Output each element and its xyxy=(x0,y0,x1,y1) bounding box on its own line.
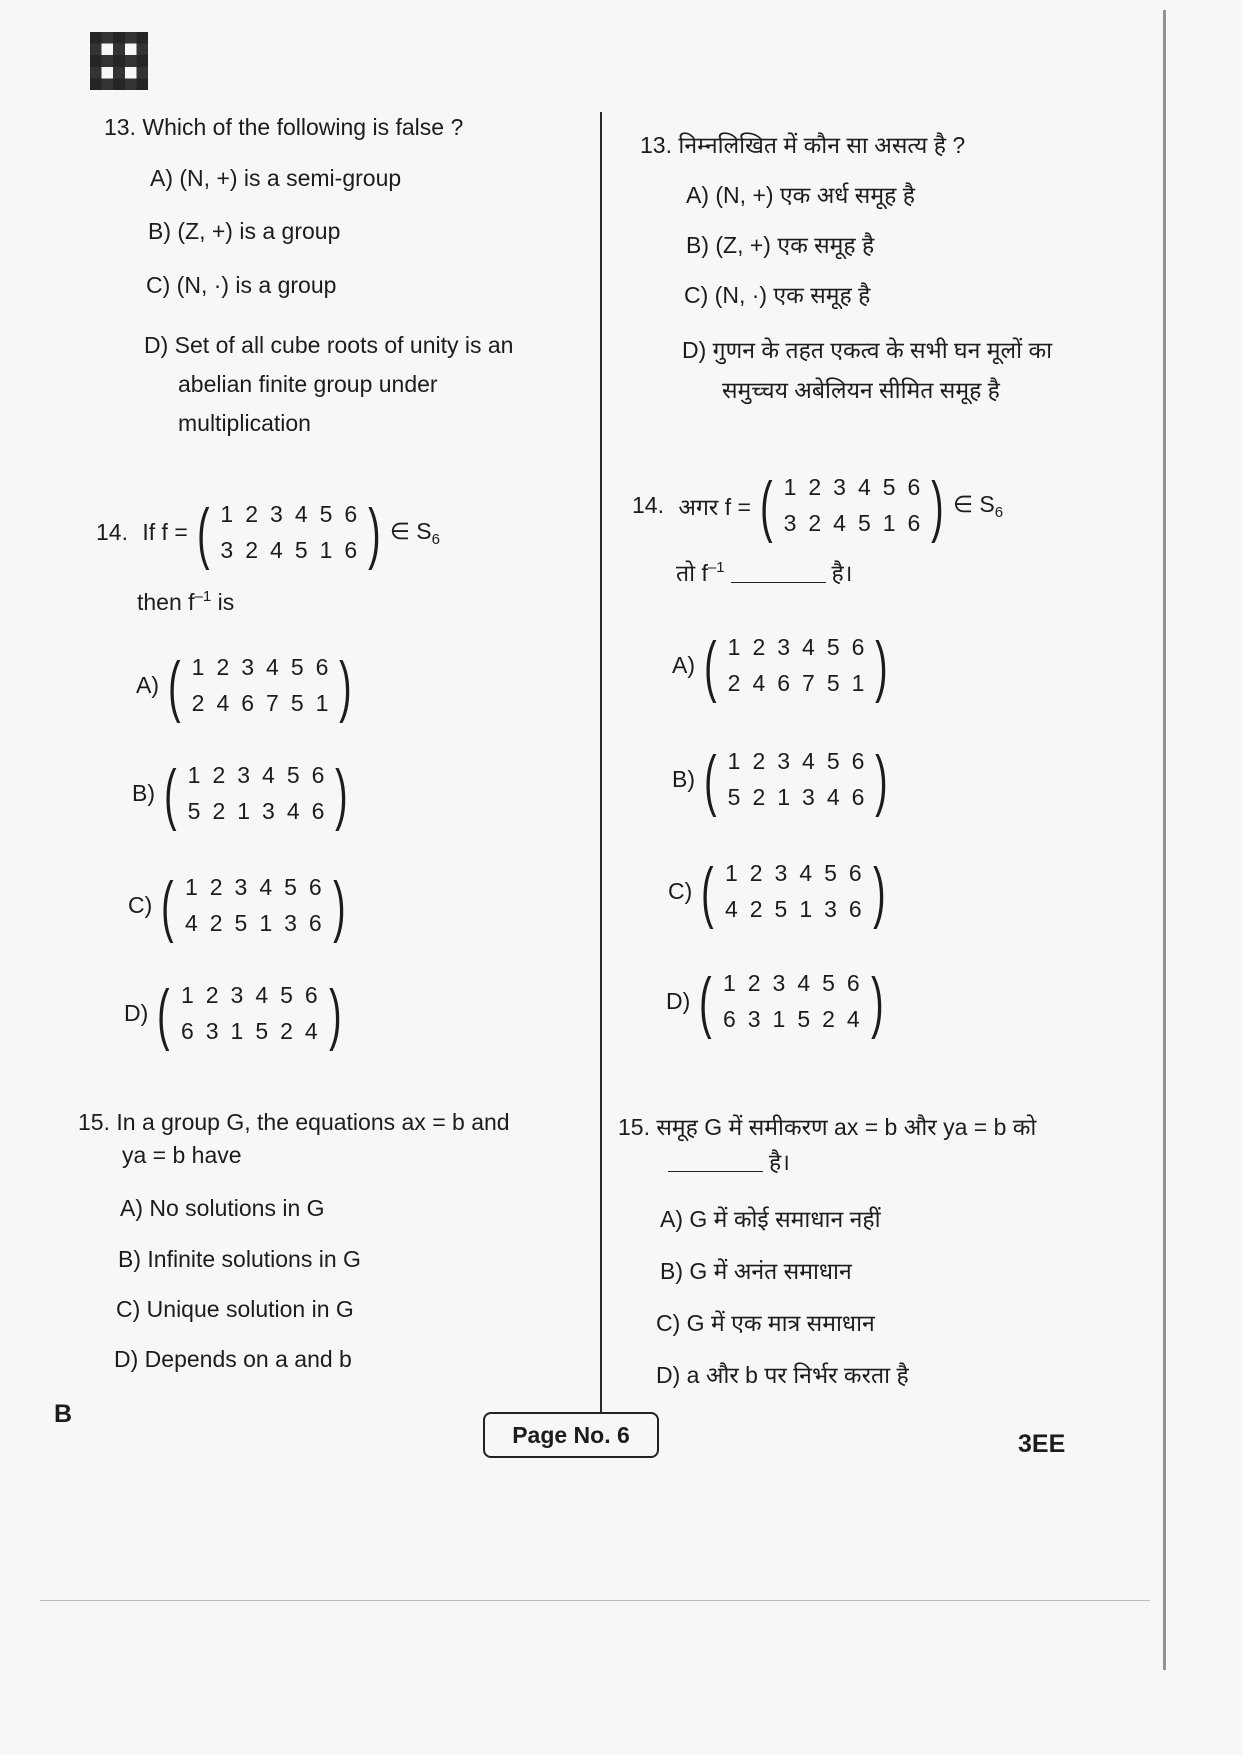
matrix-cell: 1 xyxy=(220,501,234,527)
paper-code: 3EE xyxy=(1018,1430,1066,1458)
matrix-cell: 3 xyxy=(270,501,283,527)
q14-hi-option-a: A) ( 1 2 3 4 5 6 2 4 6 7 5 1 ) xyxy=(672,627,888,704)
q15-question: 15. In a group G, the equations ax = b and ya = b have xyxy=(78,1109,510,1169)
matrix-cell: 1 xyxy=(230,1017,244,1044)
q13-hi-option-d: D) गुणन के तहत एकत्व के सभी घन मूलों का समुच्चय अबेलियन सीमित समूह है xyxy=(682,337,1053,404)
matrix-cell: 1 xyxy=(319,536,333,563)
matrix-cell: 6 xyxy=(180,1017,194,1044)
matrix-cell: 7 xyxy=(802,669,815,696)
matrix-cell: 6 xyxy=(846,970,860,996)
matrix-cell: 1 xyxy=(237,797,251,824)
matrix-cell: 3 xyxy=(205,1017,219,1044)
q13-option-d: D) Set of all cube roots of unity is an abelian finite group under multiplication xyxy=(144,332,514,437)
matrix-cell: 4 xyxy=(184,909,198,936)
matrix-cell: 5 xyxy=(727,783,741,810)
matrix-cell: 3 xyxy=(237,762,251,788)
matrix-cell: 2 xyxy=(749,860,763,886)
q14-hi-option-c: C) ( 1 2 3 4 5 6 4 2 5 1 3 6 ) xyxy=(668,853,886,930)
matrix-cell: 5 xyxy=(822,970,835,996)
q14-matrix: ( 1 2 3 4 5 6 3 2 4 5 1 6 ) xyxy=(196,494,381,571)
matrix-cell: 2 xyxy=(245,536,259,563)
matrix-cell: 1 xyxy=(727,634,741,660)
matrix-cell: 4 xyxy=(857,474,871,500)
matrix-cell: 6 xyxy=(241,689,255,716)
matrix-cell: 5 xyxy=(797,1005,811,1032)
matrix-cell: 1 xyxy=(772,1005,786,1032)
matrix-cell: 4 xyxy=(724,895,738,922)
matrix-cell: 6 xyxy=(848,895,862,922)
matrix-cell: 1 xyxy=(727,748,741,774)
q14-option-c: C) ( 1 2 3 4 5 6 4 2 5 1 3 6 ) xyxy=(128,867,346,944)
q14-hi-then: तो $f^{-1}$ है। xyxy=(676,559,853,586)
matrix-cell: 3 xyxy=(284,909,297,936)
matrix-cell: 4 xyxy=(752,669,766,696)
matrix-cell: 2 xyxy=(191,689,205,716)
q15-option-a: A) No solutions in G xyxy=(120,1195,325,1221)
matrix-cell: 6 xyxy=(308,909,322,936)
matrix-cell: 3 xyxy=(783,509,797,536)
matrix-cell: 5 xyxy=(290,689,304,716)
matrix-cell: 7 xyxy=(266,689,279,716)
matrix-cell: 3 xyxy=(802,783,815,810)
matrix-cell: 1 xyxy=(315,689,329,716)
q13-question: 13. Which of the following is false ? xyxy=(104,114,464,140)
matrix-cell: 5 xyxy=(286,762,300,788)
q14-option-a: A) ( 1 2 3 4 5 6 2 4 6 7 5 1 ) xyxy=(136,647,352,724)
matrix-cell: 3 xyxy=(241,654,255,680)
q13-option-a: A) (N, +) is a semi-group xyxy=(150,165,402,191)
matrix-cell: 3 xyxy=(833,474,846,500)
matrix-cell: 6 xyxy=(907,509,921,536)
q14-then: then $f^{-1}$ is xyxy=(137,588,235,615)
q15-hi-option-c: C) G में एक मात्र समाधान xyxy=(656,1310,875,1336)
q13-hi-option-b: B) (Z, +) एक समूह है xyxy=(686,232,875,258)
q15-hi-question: 15. समूह G में समीकरण ax = b और ya = b को है। xyxy=(618,1114,1037,1175)
matrix-cell: 4 xyxy=(255,982,269,1008)
matrix-cell: 4 xyxy=(216,689,230,716)
matrix-cell: 4 xyxy=(270,536,283,563)
matrix-cell: 5 xyxy=(826,669,840,696)
matrix-cell: 5 xyxy=(882,474,896,500)
matrix-cell: 4 xyxy=(802,634,815,660)
matrix-cell: 2 xyxy=(280,1017,293,1044)
matrix-cell: 2 xyxy=(212,797,226,824)
q15-hi-option-b: B) G में अनंत समाधान xyxy=(660,1258,852,1284)
matrix-cell: 2 xyxy=(205,982,219,1008)
matrix-cell: 4 xyxy=(266,654,279,680)
matrix-cell: 6 xyxy=(777,669,791,696)
matrix-cell: 4 xyxy=(802,748,815,774)
matrix-cell: 3 xyxy=(262,797,275,824)
matrix-cell: 2 xyxy=(209,874,223,900)
matrix-cell: 5 xyxy=(290,654,304,680)
matrix-cell: 3 xyxy=(774,860,788,886)
barcode xyxy=(90,32,148,90)
matrix-cell: 2 xyxy=(752,634,766,660)
q14-question: 14. If f = ( 1 2 3 4 5 6 3 2 4 5 1 6 ) ∈ $S_6$ xyxy=(96,494,440,571)
page-edge xyxy=(1163,10,1166,1670)
matrix-cell: 3 xyxy=(747,1005,761,1032)
q14-hi-question: 14. अगर f = ( 1 2 3 4 5 6 3 2 4 5 1 6 ) ∈ $S_6$ xyxy=(632,467,1004,544)
matrix-cell: 1 xyxy=(722,970,736,996)
matrix-cell: 6 xyxy=(851,634,865,660)
matrix-cell: 6 xyxy=(304,982,318,1008)
matrix-cell: 1 xyxy=(180,982,194,1008)
matrix-cell: 5 xyxy=(187,797,201,824)
matrix-cell: 5 xyxy=(280,982,293,1008)
matrix-cell: 3 xyxy=(220,536,234,563)
matrix-cell: 1 xyxy=(882,509,896,536)
matrix-cell: 6 xyxy=(851,748,865,774)
matrix-cell: 1 xyxy=(783,474,797,500)
q14-option-b: B) ( 1 2 3 4 5 6 5 2 1 3 4 6 ) xyxy=(132,755,348,832)
q14-option-d: D) ( 1 2 3 4 5 6 6 3 1 5 2 4 ) xyxy=(124,975,342,1052)
matrix-cell: 2 xyxy=(212,762,226,788)
matrix-cell: 4 xyxy=(259,874,273,900)
matrix-cell: 6 xyxy=(315,654,329,680)
matrix-cell: 4 xyxy=(286,797,300,824)
matrix-cell: 2 xyxy=(822,1005,835,1032)
q15-option-c: C) Unique solution in G xyxy=(116,1296,354,1322)
matrix-cell: 1 xyxy=(187,762,201,788)
matrix-cell: 4 xyxy=(304,1017,318,1044)
matrix-cell: 3 xyxy=(824,895,837,922)
q15-hi-option-a: A) G में कोई समाधान नहीं xyxy=(660,1206,881,1232)
matrix-cell: 1 xyxy=(777,783,791,810)
matrix-cell: 5 xyxy=(857,509,871,536)
matrix-cell: 3 xyxy=(234,874,248,900)
q14-hi-option-d: D) ( 1 2 3 4 5 6 6 3 1 5 2 4 ) xyxy=(666,963,884,1040)
q13-hi-option-a: A) (N, +) एक अर्ध समूह है xyxy=(686,182,915,208)
q15-option-b: B) Infinite solutions in G xyxy=(118,1246,361,1272)
matrix-cell: 1 xyxy=(191,654,205,680)
matrix-cell: 5 xyxy=(284,874,297,900)
matrix-cell: 6 xyxy=(851,783,865,810)
matrix-cell: 6 xyxy=(308,874,322,900)
q13-hi-option-c: C) (N, ·) एक समूह है xyxy=(684,282,871,308)
matrix-cell: 2 xyxy=(749,895,763,922)
matrix-cell: 1 xyxy=(724,860,738,886)
matrix-cell: 4 xyxy=(846,1005,860,1032)
matrix-cell: 6 xyxy=(907,474,921,500)
matrix-cell: 4 xyxy=(799,860,813,886)
matrix-cell: 4 xyxy=(797,970,811,996)
matrix-cell: 5 xyxy=(774,895,788,922)
matrix-cell: 5 xyxy=(319,501,333,527)
matrix-cell: 6 xyxy=(344,501,358,527)
booklet-series: B xyxy=(54,1400,73,1428)
q15-option-d: D) Depends on a and b xyxy=(114,1346,352,1372)
matrix-cell: 4 xyxy=(262,762,275,788)
q13-option-b: B) (Z, +) is a group xyxy=(148,218,341,244)
matrix-cell: 4 xyxy=(826,783,840,810)
column-divider xyxy=(600,112,602,1412)
matrix-cell: 1 xyxy=(184,874,198,900)
q13-option-c: C) (N, ·) is a group xyxy=(146,272,337,298)
matrix-cell: 5 xyxy=(234,909,248,936)
matrix-cell: 2 xyxy=(808,474,822,500)
matrix-cell: 1 xyxy=(799,895,813,922)
bottom-rule xyxy=(40,1600,1150,1601)
q14-hi-option-b: B) ( 1 2 3 4 5 6 5 2 1 3 4 6 ) xyxy=(672,741,888,818)
matrix-cell: 3 xyxy=(777,748,791,774)
matrix-cell: 1 xyxy=(851,669,865,696)
page-number: Page No. 6 xyxy=(483,1412,659,1458)
matrix-cell: 5 xyxy=(826,634,840,660)
matrix-cell: 6 xyxy=(311,797,325,824)
matrix-cell: 4 xyxy=(294,501,308,527)
matrix-cell: 5 xyxy=(255,1017,269,1044)
matrix-cell: 2 xyxy=(808,509,822,536)
matrix-cell: 6 xyxy=(344,536,358,563)
matrix-cell: 3 xyxy=(777,634,791,660)
matrix-cell: 6 xyxy=(311,762,325,788)
matrix-cell: 4 xyxy=(833,509,846,536)
matrix-cell: 2 xyxy=(727,669,741,696)
matrix-cell: 2 xyxy=(747,970,761,996)
matrix-cell: 5 xyxy=(294,536,308,563)
q13-hi-question: 13. निम्नलिखित में कौन सा असत्य है ? xyxy=(640,132,966,158)
matrix-cell: 3 xyxy=(230,982,244,1008)
q15-hi-option-d: D) a और b पर निर्भर करता है xyxy=(656,1362,909,1388)
matrix-cell: 1 xyxy=(259,909,273,936)
matrix-cell: 5 xyxy=(826,748,840,774)
matrix-cell: 2 xyxy=(209,909,223,936)
matrix-cell: 5 xyxy=(824,860,837,886)
matrix-cell: 2 xyxy=(752,783,766,810)
matrix-cell: 6 xyxy=(722,1005,736,1032)
matrix-cell: 2 xyxy=(245,501,259,527)
matrix-cell: 6 xyxy=(848,860,862,886)
matrix-cell: 2 xyxy=(752,748,766,774)
matrix-cell: 2 xyxy=(216,654,230,680)
matrix-cell: 3 xyxy=(772,970,786,996)
